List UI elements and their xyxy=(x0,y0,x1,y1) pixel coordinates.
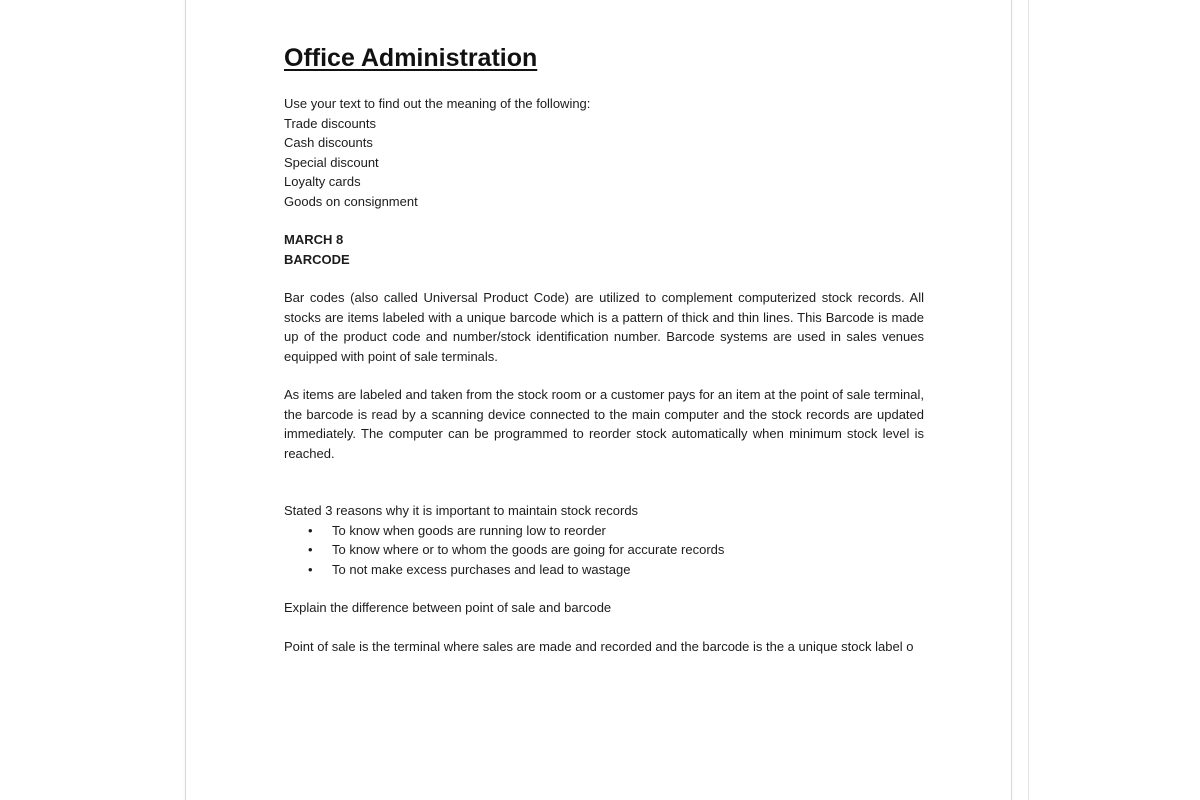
answer-paragraph: Point of sale is the terminal where sales are made and recorded and the barcode is the a unique stock label o xyxy=(284,638,914,654)
term-item: Trade discounts xyxy=(284,115,377,131)
reason-text: To know when goods are running low to reorder xyxy=(332,522,606,538)
scanning-paragraph: As items are labeled and taken from the stock room or a customer pays for an item at the point of sale terminal, the barcode is read by a scanning device connected to the main computer and the stock records are updated immediately. The computer can be programmed to reorder stock automatically when minimum stock level is reached. xyxy=(284,387,924,461)
reason-text: To not make excess purchases and lead to wastage xyxy=(332,561,631,577)
spacer xyxy=(284,463,924,501)
spacer xyxy=(284,269,924,288)
barcode-paragraph: Bar codes (also called Universal Product Code) are utilized to complement computerized stock records. All stocks are items labeled with a unique barcode which is a pattern of thick and thin lines. This Barcode is made up of the product code and number/stock identification number. Barcode systems are used in sales venues equipped with point of sale terminals. xyxy=(284,290,924,364)
term-item: Loyalty cards xyxy=(284,174,361,189)
reason-text: To know where or to whom the goods are going for accurate records xyxy=(332,542,725,557)
intro-line: Use your text to find out the meaning of the following: xyxy=(284,96,591,111)
spacer xyxy=(284,366,924,385)
topic-heading: BARCODE xyxy=(284,251,350,267)
spacer xyxy=(284,579,924,598)
page-edge-divider xyxy=(1028,0,1029,800)
bullet-icon: • xyxy=(308,542,313,557)
date-heading: MARCH 8 xyxy=(284,232,344,247)
page-title: Office Administration xyxy=(284,44,538,72)
question-difference: Explain the difference between point of sale and barcode xyxy=(284,600,612,615)
spacer xyxy=(284,618,924,637)
question-reasons: Stated 3 reasons why it is important to maintain stock records xyxy=(284,503,639,518)
term-item: Cash discounts xyxy=(284,135,373,150)
list-item xyxy=(308,521,924,541)
bullet-icon: • xyxy=(308,561,313,577)
document-page xyxy=(185,0,1012,800)
term-item: Goods on consignment xyxy=(284,193,418,209)
term-item: Special discount xyxy=(284,154,379,170)
reasons-list xyxy=(284,521,924,580)
list-item xyxy=(308,560,924,580)
list-item xyxy=(308,540,924,560)
document-body[interactable] xyxy=(284,42,924,656)
bullet-icon: • xyxy=(308,522,313,538)
spacer xyxy=(284,211,924,230)
